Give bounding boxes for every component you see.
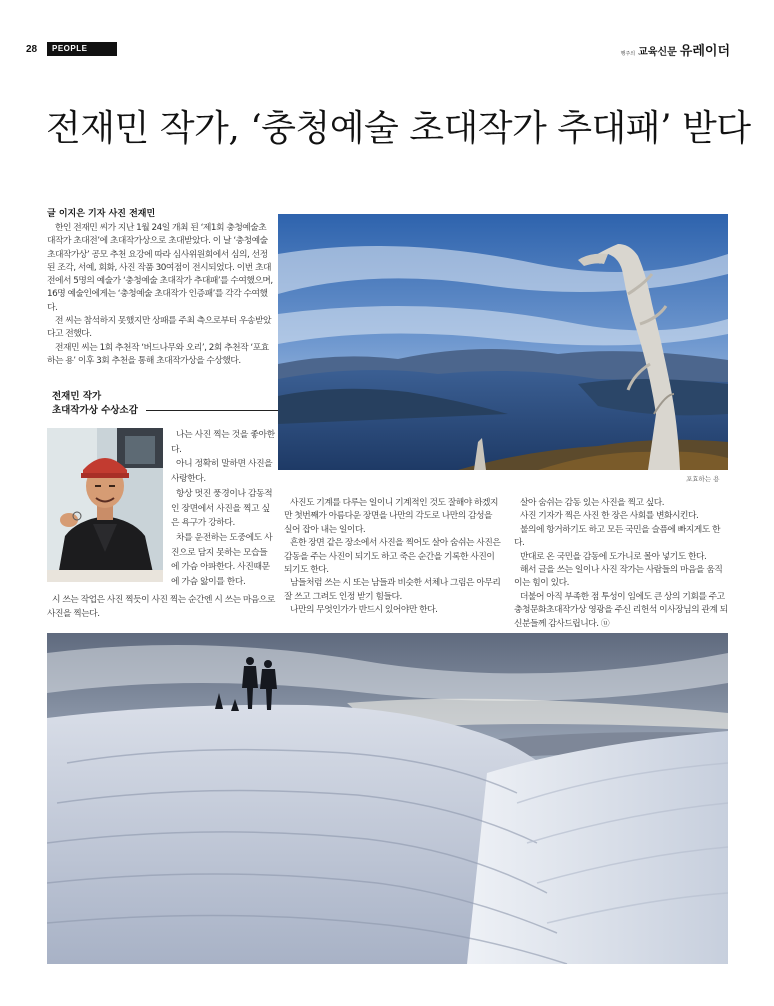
- article-byline: 글 이지은 기자 사진 전재민: [47, 209, 156, 219]
- photo-caption: 포효하는 용: [686, 475, 720, 483]
- right-text-column: [514, 497, 730, 631]
- body-paragraph: 항상 멋진 풍경이나 감동적인 장면에서 사진을 찍고 싶은 욕구가 강하다.: [171, 488, 273, 529]
- body-paragraph: 흔한 장면 같은 장소에서 사진을 찍어도 살아 숨쉬는 사진은 감동을 주는 사진이 되기도 하고 죽은 순간을 기록한 사진이 되기도 한다.: [284, 538, 501, 576]
- subheading-line: 초대작가상 수상소감: [52, 405, 138, 416]
- masthead-brand: 유레이더: [679, 44, 730, 59]
- portrait-side-column: [171, 428, 275, 590]
- body-paragraph: 아니 정확히 말하면 사진을 사랑한다.: [171, 459, 273, 485]
- masthead: [621, 40, 730, 59]
- author-portrait: [47, 428, 163, 582]
- body-paragraph: 해서 글을 쓰는 일이나 사진 작가는 사람들의 마음을 움직이는 힘이 있다.: [514, 565, 723, 589]
- masthead-small-text: 행주의: [620, 51, 636, 57]
- intro-paragraph: 전 씨는 참석하지 못했지만 상패를 주최 측으로부터 우송받았다고 전했다.: [47, 316, 272, 340]
- body-paragraph: 더불어 아직 부족한 점 투성이 임에도 큰 상의 기회를 주고 충청문화초대작가상 영광을 주신 리헌석 이사장님의 관계 되신분들께 감사드립니다. ⓤ: [514, 591, 728, 629]
- intro-paragraph: 한인 전재민 씨가 지난 1월 24일 개최 된 ‘제1회 충청예술초대작가 초대전’에 초대작가상으로 초대받았다. 이 날 ‘충청예술 초대작가상’ 공모 추천 요강에 따라 심사위원회에서 심의, 선정된 조각, 서예, 회화, 사진 작품 30여점이 전시되었다. 이번 초대전에서 5명의 예술가 ‘충청예술 초대작가 추대패’를 수여했으며, 16명 예술인에게는 ‘충청예술 초대작가 인증패’를 각각 수여했다.: [47, 223, 273, 313]
- intro-column: [47, 222, 273, 368]
- section-label: PEOPLE: [47, 42, 117, 56]
- body-paragraph: 시 쓰는 작업은 사진 찍듯이 사진 찍는 순간엔 시 쓰는 마음으로 사진을 찍는다.: [47, 595, 275, 619]
- middle-text-column: [284, 497, 502, 618]
- subheading: [52, 390, 138, 418]
- page-number: 28: [26, 44, 38, 55]
- article-headline: 전재민 작가, ‘충청예술 초대작가 추대패’ 받다: [46, 108, 751, 149]
- snow-hikers-photo: [47, 633, 728, 964]
- body-paragraph: 차를 운전하는 도중에도 사진으로 담지 못하는 모습들에 가슴 아파한다. 사진때문에 가슴 앓이를 한다.: [171, 532, 273, 588]
- body-paragraph: 사진도 기계를 다루는 일이니 기계적인 것도 잘해야 하겠지만 첫번째가 아름다운 장면을 나만의 각도로 나만의 감성을 실어 잡아 내는 일이다.: [284, 498, 499, 535]
- subheading-line: 전재민 작가: [52, 391, 102, 402]
- body-paragraph: 사진 기자가 찍은 사진 한 장은 사회를 변화시킨다.: [520, 511, 699, 522]
- body-paragraph: 살아 숨쉬는 감동 있는 사진을 찍고 싶다.: [520, 498, 665, 508]
- body-paragraph: 남들처럼 쓰는 시 또는 남들과 비슷한 서체나 그림은 아무리 잘 쓰고 그려도 인정 받기 힘들다.: [284, 578, 501, 602]
- masthead-name: 교육신문: [638, 47, 677, 58]
- body-paragraph: 나는 사진 찍는 것을 좋아한다.: [171, 430, 275, 455]
- intro-paragraph: 전재민 씨는 1회 추천작 ‘버드나무와 오리’, 2회 추천작 ‘포효하는 용’ 이후 3회 추천을 통해 초대작가상을 수상했다.: [47, 342, 269, 366]
- body-paragraph: 불의에 항거하기도 하고 모든 국민을 슬픔에 빠지게도 한다.: [514, 524, 721, 549]
- body-paragraph: 반대로 온 국민을 감동에 도가니로 몰아 넣기도 한다.: [520, 551, 707, 562]
- body-paragraph: 나만의 무엇인가가 반드시 있어야만 한다.: [290, 605, 438, 616]
- dragon-tree-photo: [278, 214, 728, 470]
